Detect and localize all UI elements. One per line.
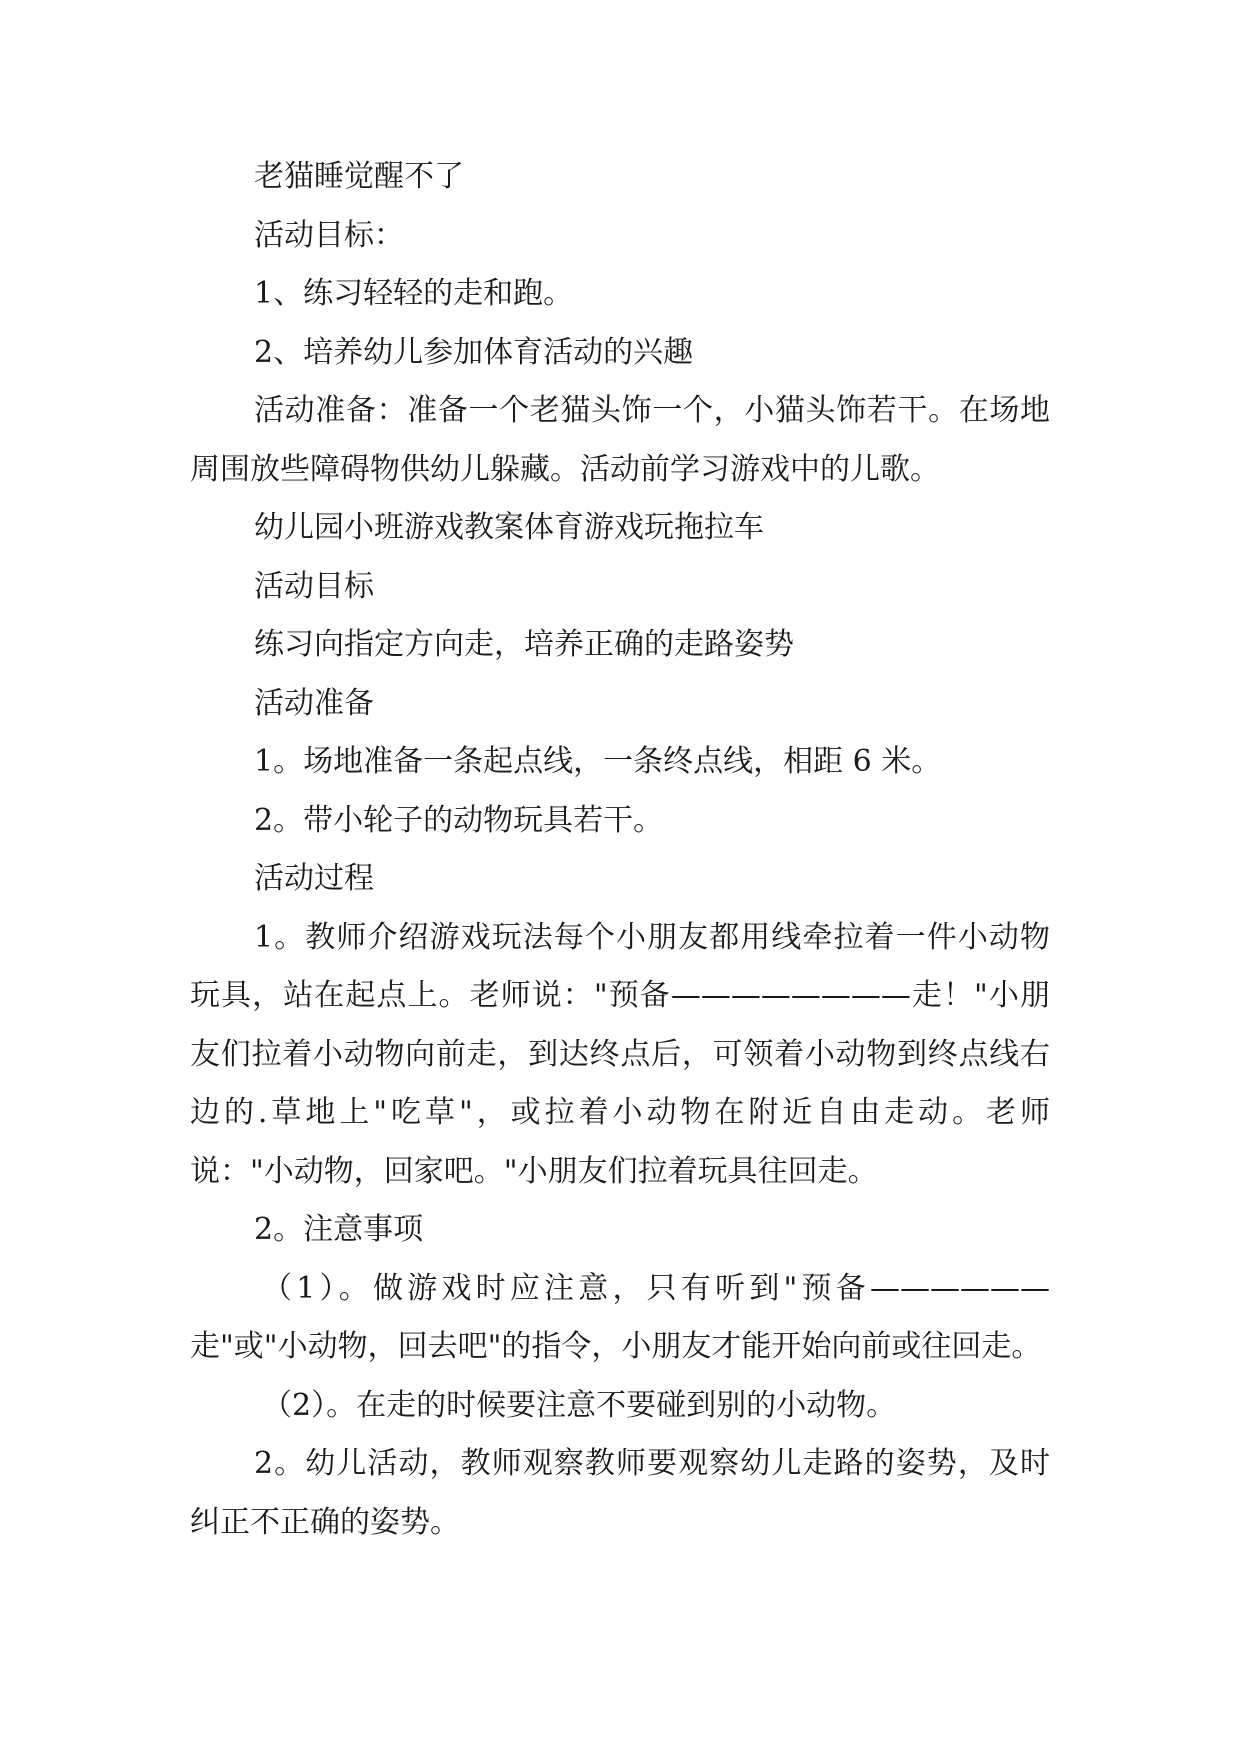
process-step-2: 2。幼儿活动，教师观察教师要观察幼儿走路的姿势，及时纠正不正确的姿势。 [190,1446,1050,1540]
goal-item-1: 1、练习轻轻的走和跑。 [254,276,574,311]
note-item-2: （2）。在走的时候要注意不要碰到别的小动物。 [262,1387,897,1423]
heading-activity-goals: 活动目标： [254,217,404,253]
heading-activity-goals-2: 活动目标 [254,568,374,604]
note-item-1: （1）。做游戏时应注意，只有听到"预备——————走"或"小动物，回去吧"的指令，小朋友才能开始向前或往回走。 [190,1270,1050,1364]
heading-activity-preparation: 活动准备 [254,685,374,721]
process-step-1: 1。教师介绍游戏玩法每个小朋友都用线牵拉着一件小动物玩具，站在起点上。老师说："预备————————走！"小朋友们拉着小动物向前走，到达终点后，可领着小动物到终点线右边的.草地上"吃草"，或拉着小动物在附近自由走动。老师说："小动物，回家吧。"小朋友们拉着玩具往回走。 [190,919,1050,1189]
section-title-old-cat: 老猫睡觉醒不了 [254,159,464,194]
goal-description: 练习向指定方向走，培养正确的走路姿势 [254,627,794,662]
goal-item-2: 2、培养幼儿参加体育活动的兴趣 [254,334,694,370]
preparation-item-1: 1。场地准备一条起点线，一条终点线，相距 6 米。 [254,744,942,779]
document-body [190,148,1050,1552]
activity-preparation-paragraph: 活动准备：准备一个老猫头饰一个，小猫头饰若干。在场地周围放些障碍物供幼儿躲藏。活动前学习游戏中的儿歌。 [190,393,1050,487]
heading-activity-process: 活动过程 [254,861,374,896]
section-title-pull-cart: 幼儿园小班游戏教案体育游戏玩拖拉车 [254,510,764,545]
heading-notes: 2。注意事项 [254,1212,424,1247]
preparation-item-2: 2。带小轮子的动物玩具若干。 [254,802,664,838]
